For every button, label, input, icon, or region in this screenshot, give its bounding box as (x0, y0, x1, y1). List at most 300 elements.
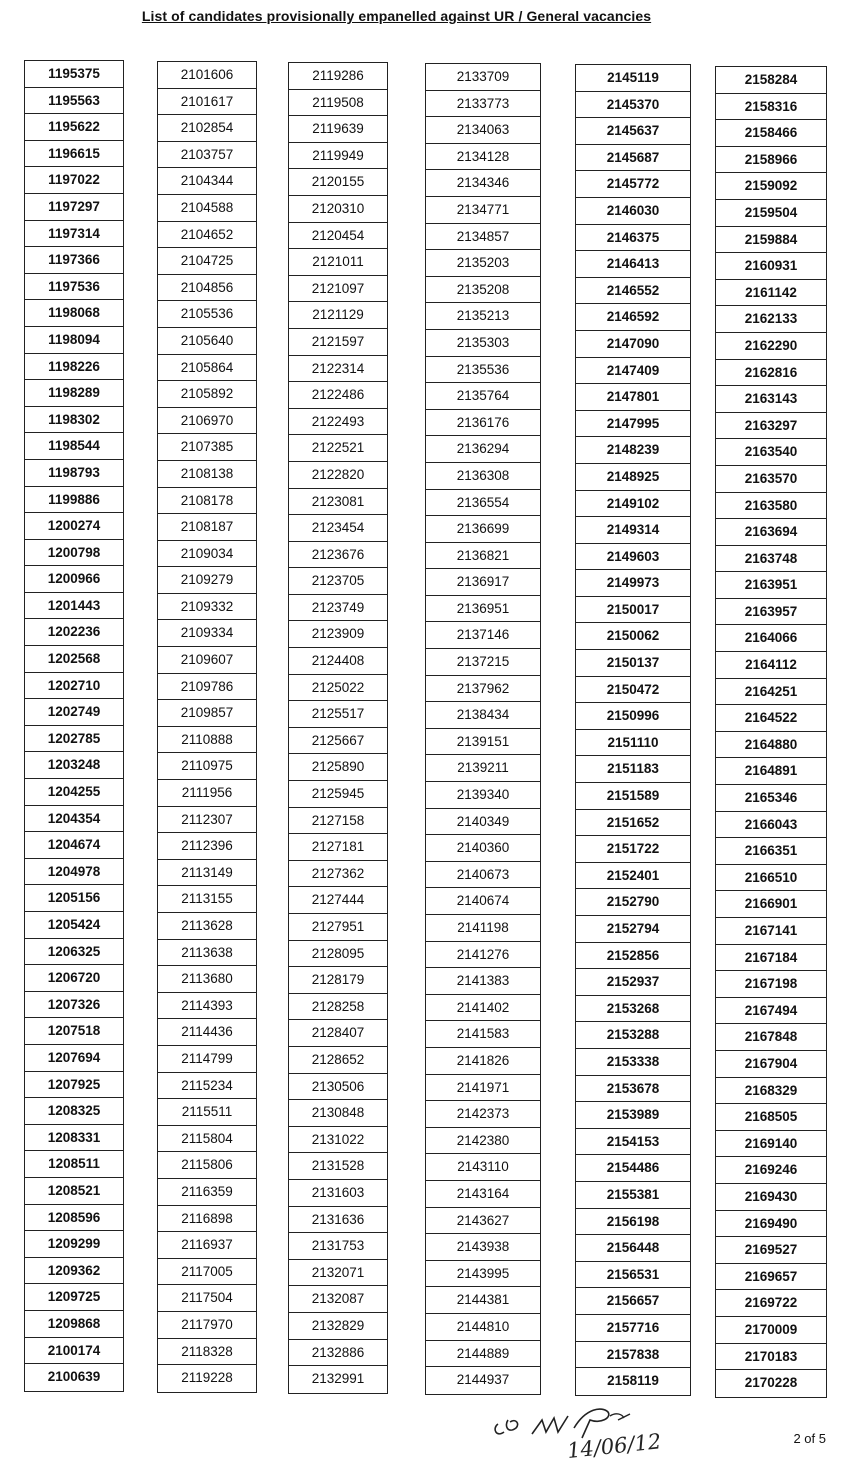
roll-number-cell: 2141971 (426, 1075, 540, 1102)
roll-number-cell: 2166351 (716, 838, 826, 865)
svg-text:14/06/12: 14/06/12 (566, 1429, 663, 1463)
roll-number-cell: 2144937 (456, 1372, 510, 1388)
roll-number-cell: 2115511 (158, 1099, 256, 1126)
roll-number-cell: 2114799 (158, 1046, 256, 1073)
roll-number-cell: 2153268 (576, 996, 690, 1023)
roll-number-cell: 2167848 (716, 1024, 826, 1051)
roll-number-cell: 2165346 (716, 785, 826, 812)
roll-number-cell: 2136308 (426, 463, 540, 490)
roll-number-cell: 2125022 (289, 675, 387, 702)
roll-number-cell: 2136917 (426, 569, 540, 596)
roll-number-cell: 2105536 (158, 301, 256, 328)
roll-number-cell: 1204978 (25, 859, 123, 886)
roll-number-cell: 2169246 (716, 1157, 826, 1184)
roll-number-cell: 1198302 (25, 407, 123, 434)
roll-number-cell: 2110888 (158, 727, 256, 754)
roll-number-cell: 2113680 (158, 966, 256, 993)
roll-number-cell: 2132886 (289, 1340, 387, 1367)
roll-number-cell: 2122486 (289, 382, 387, 409)
roll-number-cell: 1197022 (25, 167, 123, 194)
roll-number-cell: 2163143 (716, 386, 826, 413)
roll-number-cell: 2106970 (158, 408, 256, 435)
roll-number-cell: 1202710 (25, 673, 123, 700)
roll-number-cell: 2121097 (289, 276, 387, 303)
roll-number-cell: 2136294 (426, 436, 540, 463)
roll-number-cell: 2144889 (426, 1341, 540, 1368)
roll-number-cell: 1206720 (25, 965, 123, 992)
roll-number-cell: 2125890 (289, 754, 387, 781)
roll-number-cell: 2104652 (158, 222, 256, 249)
roll-number-cell: 2141383 (426, 968, 540, 995)
roll-number-cell: 2159092 (716, 173, 826, 200)
roll-number-cell: 2134857 (426, 224, 540, 251)
roll-number-cell: 2169527 (716, 1237, 826, 1264)
roll-number-cell: 1209362 (25, 1258, 123, 1285)
roll-number-cell: 2137962 (426, 676, 540, 703)
roll-number-cell: 2152401 (576, 863, 690, 890)
roll-number-cell: 2157716 (576, 1315, 690, 1342)
roll-number-cell: 2123909 (289, 621, 387, 648)
roll-number-cell: 2135536 (426, 357, 540, 384)
roll-number-cell: 1197536 (25, 274, 123, 301)
roll-number-cell: 2135213 (426, 303, 540, 330)
roll-number-cell: 2169722 (716, 1290, 826, 1317)
document-title: List of candidates provisionally empanelled against UR / General vacancies (141, 8, 652, 24)
roll-number-cell: 2128652 (289, 1047, 387, 1074)
roll-number-cell: 2104588 (158, 195, 256, 222)
roll-number-cell: 2119639 (289, 116, 387, 143)
roll-number-cell: 2152937 (576, 969, 690, 996)
roll-number-cell: 2134128 (426, 144, 540, 171)
roll-number-cell: 2147995 (576, 411, 690, 438)
roll-number-cell: 2115234 (158, 1073, 256, 1100)
roll-number-cell: 2125945 (289, 781, 387, 808)
roll-number-cell: 2151722 (576, 836, 690, 863)
roll-number-cell: 1198226 (25, 354, 123, 381)
roll-number-cell: 1195622 (25, 114, 123, 141)
roll-number-cell: 2151652 (576, 810, 690, 837)
roll-number-cell: 2113155 (158, 886, 256, 913)
roll-number-cell: 2145119 (576, 65, 690, 92)
roll-number-cell: 2104856 (158, 275, 256, 302)
roll-number-cell: 2123705 (289, 568, 387, 595)
roll-number-cell: 2147409 (576, 358, 690, 385)
roll-number-cell: 2168329 (716, 1078, 826, 1105)
roll-number-cell: 2109332 (158, 594, 256, 621)
roll-number-cell: 2161142 (716, 280, 826, 307)
roll-number-cell: 2115804 (158, 1126, 256, 1153)
roll-number-cell: 2117970 (158, 1312, 256, 1339)
roll-number-cell: 2127362 (289, 861, 387, 888)
roll-number-cell: 2140360 (426, 835, 540, 862)
roll-number-cell: 2116937 (158, 1232, 256, 1259)
roll-number-cell: 2123081 (289, 489, 387, 516)
roll-number-cell: 2133709 (426, 64, 540, 91)
roll-number-cell: 2127951 (289, 914, 387, 941)
roll-number-cell: 2114393 (158, 993, 256, 1020)
roll-number-cell: 1208521 (25, 1178, 123, 1205)
roll-number-cell: 2169657 (716, 1264, 826, 1291)
roll-number-cell: 2113628 (158, 913, 256, 940)
roll-number-cell: 1202785 (25, 726, 123, 753)
roll-number-cell: 2163694 (716, 519, 826, 546)
roll-number-cell: 1199886 (25, 487, 123, 514)
roll-number-cell: 2150062 (576, 623, 690, 650)
roll-number-cell: 1197314 (25, 221, 123, 248)
roll-number-cell: 2109279 (158, 567, 256, 594)
roll-number-cell: 1197297 (25, 194, 123, 221)
roll-number-cell: 2113149 (158, 860, 256, 887)
roll-number-cell: 2166901 (716, 891, 826, 918)
roll-number-cell: 2162816 (716, 360, 826, 387)
roll-number-column-2 (157, 61, 257, 1393)
roll-number-cell: 2147090 (576, 331, 690, 358)
roll-number-cell: 2118328 (158, 1339, 256, 1366)
roll-number-cell: 2121011 (289, 249, 387, 276)
roll-number-cell: 2104725 (158, 248, 256, 275)
roll-number-cell: 2131528 (289, 1153, 387, 1180)
roll-number-cell: 2158966 (716, 147, 826, 174)
roll-number-cell: 2143164 (426, 1181, 540, 1208)
roll-number-cell: 2168505 (716, 1104, 826, 1131)
roll-number-cell: 2128095 (289, 941, 387, 968)
roll-number-cell: 2146552 (576, 278, 690, 305)
roll-number-cell: 2122521 (289, 435, 387, 462)
roll-number-cell: 2142373 (426, 1101, 540, 1128)
roll-number-cell: 2107385 (158, 434, 256, 461)
roll-number-cell: 2130506 (289, 1074, 387, 1101)
roll-number-cell: 1208511 (25, 1151, 123, 1178)
roll-number-cell: 2164066 (716, 625, 826, 652)
roll-number-cell: 2105864 (158, 355, 256, 382)
roll-number-cell: 2128258 (289, 994, 387, 1021)
roll-number-cell: 2148239 (576, 437, 690, 464)
roll-number-cell: 1205156 (25, 885, 123, 912)
roll-number-cell: 2112396 (158, 833, 256, 860)
roll-number-cell: 2157838 (576, 1342, 690, 1369)
roll-number-cell: 2152794 (576, 916, 690, 943)
roll-number-cell: 2169430 (716, 1184, 826, 1211)
roll-number-cell: 2131753 (289, 1233, 387, 1260)
roll-number-cell: 2125517 (289, 701, 387, 728)
roll-number-cell: 2109334 (158, 620, 256, 647)
roll-number-cell: 2148925 (576, 464, 690, 491)
roll-number-cell: 2137215 (426, 649, 540, 676)
roll-number-cell: 1196615 (25, 141, 123, 168)
roll-number-cell: 1197366 (25, 247, 123, 274)
roll-number-cell: 2166510 (716, 865, 826, 892)
roll-number-column-1 (24, 60, 124, 1392)
roll-number-cell: 2146375 (576, 225, 690, 252)
roll-number-cell: 1209725 (25, 1284, 123, 1311)
roll-number-cell: 2120155 (289, 169, 387, 196)
roll-number-cell: 1209868 (25, 1311, 123, 1338)
roll-number-cell: 2121129 (289, 302, 387, 329)
roll-number-cell: 2170183 (716, 1344, 826, 1371)
roll-number-cell: 2109607 (158, 647, 256, 674)
roll-number-cell: 2136951 (426, 596, 540, 623)
roll-number-cell: 2141276 (426, 942, 540, 969)
roll-number-cell: 2131636 (289, 1207, 387, 1234)
roll-number-cell: 2163540 (716, 439, 826, 466)
roll-number-cell: 2116359 (158, 1179, 256, 1206)
roll-number-cell: 2146030 (576, 198, 690, 225)
roll-number-cell: 2153989 (576, 1102, 690, 1129)
roll-number-cell: 2119949 (289, 143, 387, 170)
roll-number-cell: 2140674 (426, 888, 540, 915)
roll-number-cell: 2158119 (607, 1373, 659, 1389)
roll-number-cell: 2115806 (158, 1152, 256, 1179)
roll-number-cell: 2163957 (716, 599, 826, 626)
roll-number-cell: 2137146 (426, 622, 540, 649)
roll-number-cell: 2143938 (426, 1234, 540, 1261)
roll-number-cell: 2138434 (426, 702, 540, 729)
roll-number-cell: 2117504 (158, 1285, 256, 1312)
roll-number-cell: 2110975 (158, 753, 256, 780)
roll-number-cell: 1198289 (25, 380, 123, 407)
roll-number-cell: 2141826 (426, 1048, 540, 1075)
roll-number-cell: 2108178 (158, 488, 256, 515)
roll-number-cell: 2140673 (426, 862, 540, 889)
roll-number-cell: 2167494 (716, 998, 826, 1025)
roll-number-cell: 2101617 (158, 89, 256, 116)
roll-number-cell: 2170228 (744, 1375, 798, 1391)
roll-number-cell: 2128407 (289, 1020, 387, 1047)
roll-number-cell: 2117005 (158, 1259, 256, 1286)
roll-number-cell: 2123676 (289, 542, 387, 569)
roll-number-cell: 2145772 (576, 171, 690, 198)
roll-number-cell: 2108138 (158, 461, 256, 488)
roll-number-cell: 2101606 (158, 62, 256, 89)
roll-number-cell: 2109857 (158, 700, 256, 727)
roll-number-cell: 2156448 (576, 1235, 690, 1262)
roll-number-cell: 2146413 (576, 251, 690, 278)
roll-number-cell: 2112307 (158, 807, 256, 834)
roll-number-cell: 1198068 (25, 300, 123, 327)
roll-number-cell: 2119508 (289, 90, 387, 117)
roll-number-cell: 2131022 (289, 1127, 387, 1154)
roll-number-cell: 2127158 (289, 808, 387, 835)
roll-number-cell: 1204674 (25, 832, 123, 859)
roll-number-cell: 2119286 (289, 63, 387, 90)
roll-number-cell: 2120454 (289, 223, 387, 250)
roll-number-cell: 2169490 (716, 1211, 826, 1238)
roll-number-cell: 2135764 (426, 383, 540, 410)
roll-number-cell: 1198094 (25, 327, 123, 354)
roll-number-cell: 2151589 (576, 783, 690, 810)
roll-number-cell: 1209299 (25, 1231, 123, 1258)
roll-number-cell: 2163748 (716, 546, 826, 573)
roll-number-cell: 2150137 (576, 650, 690, 677)
roll-number-cell: 1198544 (25, 433, 123, 460)
roll-number-cell: 2140349 (426, 809, 540, 836)
roll-number-cell: 2156198 (576, 1209, 690, 1236)
roll-number-cell: 2109034 (158, 541, 256, 568)
roll-number-cell: 2132991 (311, 1371, 365, 1387)
roll-number-cell: 2122314 (289, 356, 387, 383)
roll-number-cell: 2147801 (576, 384, 690, 411)
roll-number-cell: 2167198 (716, 971, 826, 998)
roll-number-cell: 2150017 (576, 597, 690, 624)
roll-number-cell: 2105640 (158, 328, 256, 355)
roll-number-cell: 2123454 (289, 515, 387, 542)
roll-number-cell: 1200274 (25, 513, 123, 540)
roll-number-cell: 2132087 (289, 1286, 387, 1313)
roll-number-cell: 2164891 (716, 758, 826, 785)
roll-number-cell: 2167904 (716, 1051, 826, 1078)
roll-number-cell: 2132829 (289, 1313, 387, 1340)
roll-number-cell: 2139340 (426, 782, 540, 809)
roll-number-column-5 (575, 64, 691, 1396)
roll-number-cell: 2151110 (576, 730, 690, 757)
roll-number-cell: 2104344 (158, 168, 256, 195)
roll-number-cell: 2150472 (576, 677, 690, 704)
roll-number-cell: 2124408 (289, 648, 387, 675)
roll-number-cell: 2141198 (426, 915, 540, 942)
roll-number-cell: 2134063 (426, 117, 540, 144)
roll-number-cell: 2125667 (289, 728, 387, 755)
roll-number-cell: 2164522 (716, 705, 826, 732)
roll-number-cell: 2152856 (576, 943, 690, 970)
roll-number-cell: 2130848 (289, 1100, 387, 1127)
roll-number-cell: 2136176 (426, 410, 540, 437)
roll-number-cell: 2166043 (716, 812, 826, 839)
roll-number-cell: 2141583 (426, 1021, 540, 1048)
roll-number-cell: 2139211 (426, 755, 540, 782)
roll-number-cell: 2122493 (289, 409, 387, 436)
roll-number-cell: 2163297 (716, 413, 826, 440)
roll-number-cell: 1207925 (25, 1072, 123, 1099)
roll-number-cell: 2153678 (576, 1076, 690, 1103)
roll-number-cell: 2164880 (716, 732, 826, 759)
roll-number-cell: 2167184 (716, 945, 826, 972)
roll-number-cell: 2155381 (576, 1182, 690, 1209)
roll-number-cell: 2135303 (426, 330, 540, 357)
roll-number-cell: 2134771 (426, 197, 540, 224)
roll-number-cell: 2100174 (25, 1338, 123, 1365)
roll-number-cell: 2169140 (716, 1131, 826, 1158)
roll-number-cell: 2109786 (158, 674, 256, 701)
roll-number-cell: 1198793 (25, 460, 123, 487)
roll-number-cell: 1204255 (25, 779, 123, 806)
roll-number-cell: 1201443 (25, 593, 123, 620)
handwritten-signature (490, 1398, 690, 1468)
roll-number-cell: 2146592 (576, 304, 690, 331)
roll-number-cell: 2127444 (289, 887, 387, 914)
roll-number-cell: 2162133 (716, 306, 826, 333)
roll-number-cell: 2128179 (289, 967, 387, 994)
roll-number-cell: 1205424 (25, 912, 123, 939)
roll-number-cell: 2134346 (426, 170, 540, 197)
roll-number-cell: 2159884 (716, 227, 826, 254)
roll-number-cell: 2108187 (158, 514, 256, 541)
roll-number-cell: 1202749 (25, 699, 123, 726)
roll-number-cell: 2156531 (576, 1262, 690, 1289)
roll-number-cell: 2163951 (716, 572, 826, 599)
roll-number-cell: 2103757 (158, 142, 256, 169)
roll-number-cell: 2153288 (576, 1022, 690, 1049)
roll-number-cell: 2105892 (158, 381, 256, 408)
roll-number-cell: 2149102 (576, 491, 690, 518)
roll-number-column-6 (715, 66, 827, 1398)
roll-number-column-4 (425, 63, 541, 1395)
roll-number-cell: 2136699 (426, 516, 540, 543)
roll-number-cell: 1208331 (25, 1125, 123, 1152)
roll-number-cell: 2133773 (426, 91, 540, 118)
roll-number-cell: 2114436 (158, 1019, 256, 1046)
roll-number-cell: 2123749 (289, 595, 387, 622)
roll-number-cell: 2142380 (426, 1128, 540, 1155)
roll-number-cell: 2132071 (289, 1260, 387, 1287)
roll-number-cell: 2145687 (576, 145, 690, 172)
roll-number-cell: 2149973 (576, 570, 690, 597)
roll-number-cell: 2153338 (576, 1049, 690, 1076)
roll-number-cell: 2131603 (289, 1180, 387, 1207)
roll-number-cell: 2151183 (576, 756, 690, 783)
roll-number-cell: 1207694 (25, 1045, 123, 1072)
roll-number-cell: 2116898 (158, 1206, 256, 1233)
roll-number-cell: 2149314 (576, 517, 690, 544)
roll-number-cell: 2139151 (426, 729, 540, 756)
roll-number-cell: 2158284 (716, 67, 826, 94)
roll-number-cell: 1206325 (25, 939, 123, 966)
roll-number-cell: 1208596 (25, 1205, 123, 1232)
roll-number-cell: 2160931 (716, 253, 826, 280)
roll-number-cell: 2170009 (716, 1317, 826, 1344)
roll-number-cell: 2164251 (716, 679, 826, 706)
roll-number-cell: 2154486 (576, 1155, 690, 1182)
roll-number-cell: 2136554 (426, 490, 540, 517)
roll-number-cell: 2152790 (576, 889, 690, 916)
roll-number-cell: 2102854 (158, 115, 256, 142)
roll-number-cell: 2154153 (576, 1129, 690, 1156)
roll-number-cell: 2149603 (576, 544, 690, 571)
page-number: 2 of 5 (793, 1431, 826, 1446)
roll-number-cell: 1207518 (25, 1018, 123, 1045)
roll-number-cell: 2111956 (158, 780, 256, 807)
roll-number-cell: 1200798 (25, 540, 123, 567)
roll-number-cell: 2158466 (716, 120, 826, 147)
roll-number-cell: 2143627 (426, 1208, 540, 1235)
roll-number-cell: 2156657 (576, 1288, 690, 1315)
roll-number-cell: 1202236 (25, 619, 123, 646)
roll-number-cell: 2163570 (716, 466, 826, 493)
roll-number-cell: 1203248 (25, 752, 123, 779)
roll-number-cell: 1208325 (25, 1098, 123, 1125)
roll-number-cell: 2127181 (289, 834, 387, 861)
roll-number-cell: 1207326 (25, 992, 123, 1019)
roll-number-cell: 2144381 (426, 1287, 540, 1314)
roll-number-cell: 2141402 (426, 995, 540, 1022)
roll-number-column-3 (288, 62, 388, 1394)
roll-number-cell: 2143110 (426, 1154, 540, 1181)
roll-number-cell: 2164112 (716, 652, 826, 679)
roll-number-cell: 2158316 (716, 94, 826, 121)
roll-number-cell: 2121597 (289, 329, 387, 356)
roll-number-cell: 2120310 (289, 196, 387, 223)
roll-number-cell: 2136821 (426, 543, 540, 570)
roll-number-cell: 2100639 (47, 1369, 101, 1385)
roll-number-cell: 2143995 (426, 1261, 540, 1288)
roll-number-cell: 2163580 (716, 493, 826, 520)
roll-number-cell: 2145370 (576, 92, 690, 119)
roll-number-cell: 2159504 (716, 200, 826, 227)
roll-number-cell: 2144810 (426, 1314, 540, 1341)
roll-number-cell: 2135203 (426, 250, 540, 277)
roll-number-cell: 2167141 (716, 918, 826, 945)
roll-number-cell: 2162290 (716, 333, 826, 360)
roll-number-cell: 1195375 (25, 61, 123, 88)
